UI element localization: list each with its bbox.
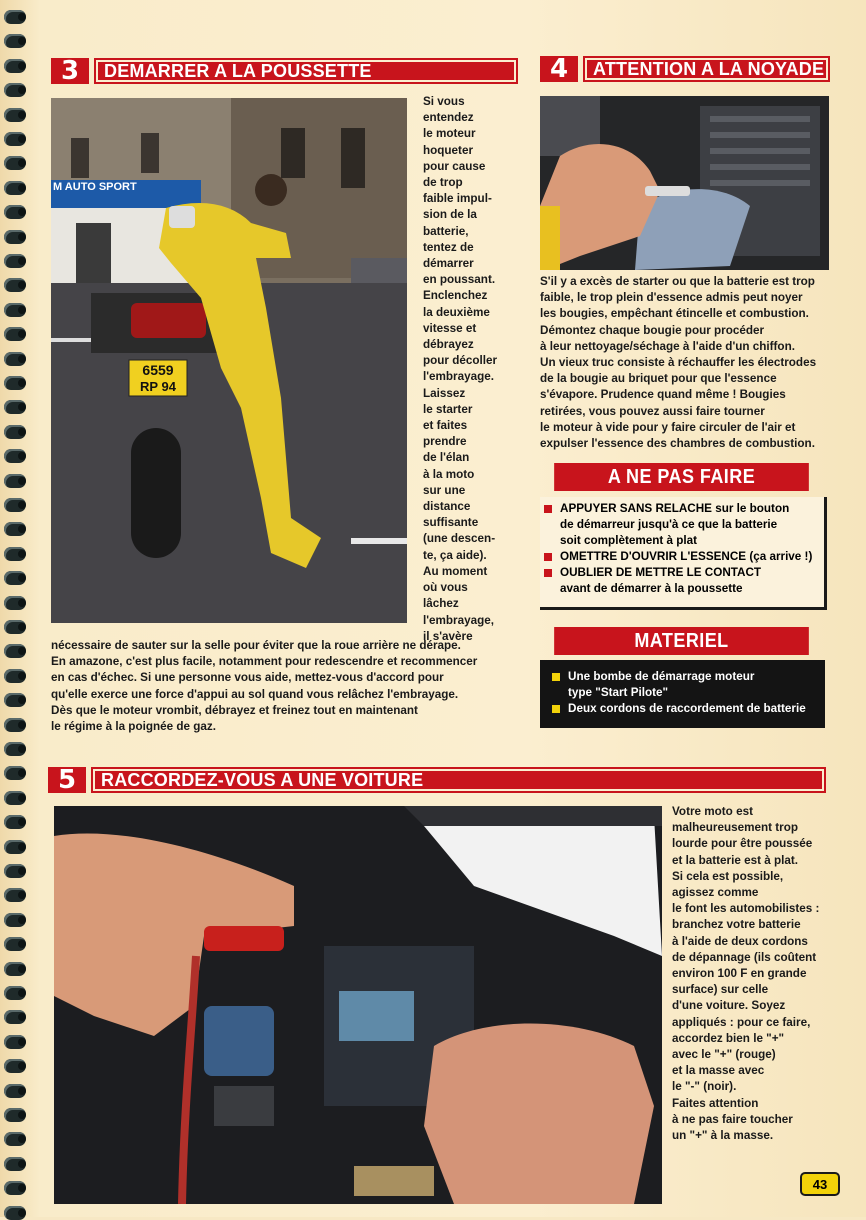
text-line: et la masse avec [672, 1064, 765, 1078]
spiral-ring [4, 34, 26, 48]
text-line: Si cela est possible, [672, 869, 784, 883]
text-line: hoqueter [423, 143, 473, 157]
section-5-header [48, 767, 826, 793]
text-line: Au moment [423, 564, 488, 578]
spiral-ring [4, 547, 26, 561]
spiral-ring [4, 522, 26, 536]
text-line: débrayez [423, 338, 474, 352]
list-item [550, 701, 825, 717]
list-item [542, 565, 824, 597]
text-line: l'embrayage. [423, 370, 494, 384]
text-line: lâchez [423, 597, 459, 611]
text-line: à la moto [423, 467, 475, 481]
list-item [550, 669, 825, 701]
text-line: d'une voiture. Soyez [672, 999, 786, 1013]
materiel-box [540, 660, 825, 728]
spiral-ring [4, 1059, 26, 1073]
spiral-ring [4, 230, 26, 244]
spiral-binding [0, 0, 34, 1217]
text-line: les bougies, empêchant étincelle et combustion. [540, 307, 809, 321]
spiral-ring [4, 1035, 26, 1049]
spiral-ring [4, 156, 26, 170]
spiral-ring [4, 303, 26, 317]
section-4-number: 4 [540, 56, 578, 82]
spiral-ring [4, 1206, 26, 1220]
spiral-ring [4, 108, 26, 122]
list-item-line: de démarreur jusqu'à ce que la batterie [560, 518, 778, 531]
spiral-ring [4, 1132, 26, 1146]
spiral-ring [4, 474, 26, 488]
spiral-ring [4, 620, 26, 634]
section-3-title: DEMARRER A LA POUSSETTE [94, 58, 518, 84]
text-line: à ne pas faire toucher [672, 1112, 793, 1126]
text-line: malheureusement trop [672, 821, 798, 835]
text-line: accordez bien le "+" [672, 1031, 785, 1045]
list-item-line: type "Start Pilote" [568, 686, 669, 699]
spiral-ring [4, 254, 26, 268]
spiral-ring [4, 986, 26, 1000]
text-line: distance [423, 500, 471, 514]
text-line: Dès que le moteur vrombit, débrayez et freinez tout en maintenant [51, 703, 418, 717]
text-line: de l'élan [423, 451, 470, 465]
text-line: Si vous [423, 95, 465, 108]
plate-line-2: RP 94 [140, 379, 176, 394]
text-line: le font les automobilistes : [672, 902, 820, 916]
text-line: batterie, [423, 224, 469, 238]
text-line: il s'avère [423, 629, 473, 643]
ne-pas-faire-list [540, 497, 824, 597]
text-line: te, ça aide). [423, 548, 487, 562]
list-item [542, 549, 824, 565]
spiral-ring [4, 498, 26, 512]
spiral-ring [4, 815, 26, 829]
text-line: Démontez chaque bougie pour procéder [540, 323, 765, 337]
text-line: prendre [423, 435, 467, 449]
text-line: Un vieux truc consiste à réchauffer les électrodes [540, 356, 817, 370]
spiral-ring [4, 10, 26, 24]
spiral-ring [4, 791, 26, 805]
text-line: qu'elle exerce une force d'appui au sol quand vous relâchez l'embrayage. [51, 687, 459, 701]
text-line: sur une [423, 483, 466, 497]
spiral-ring [4, 937, 26, 951]
text-line: où vous [423, 581, 468, 595]
materiel-list [540, 660, 825, 717]
list-item-line: soit complètement à plat [560, 534, 698, 547]
spiral-ring [4, 352, 26, 366]
text-line: pour cause [423, 159, 486, 173]
ne-pas-faire-box [540, 497, 827, 610]
spiral-ring [4, 669, 26, 683]
section-4-text [540, 274, 840, 452]
text-line: en poussant. [423, 273, 496, 287]
text-line: l'embrayage, [423, 613, 494, 627]
spiral-ring [4, 83, 26, 97]
list-item-line: avant de démarrer à la poussette [560, 582, 743, 595]
section-4-header [540, 56, 830, 82]
spiral-ring [4, 742, 26, 756]
text-line: Enclenchez [423, 289, 488, 303]
text-line: surface) sur celle [672, 983, 769, 997]
list-item-line: Deux cordons de raccordement de batterie [568, 702, 806, 715]
text-line: expulser l'essence des chambres de combustion. [540, 437, 815, 451]
section-3-number: 3 [51, 58, 89, 84]
text-line: en cas d'échec. Si une personne vous aide, mettez-vous d'accord pour [51, 671, 444, 685]
text-line: le régime à la poignée de gaz. [51, 720, 216, 734]
text-line: suffisante [423, 516, 479, 530]
spiral-ring [4, 644, 26, 658]
text-line: Votre moto est [672, 805, 753, 818]
photo-battery-cables [54, 806, 662, 1204]
spiral-ring [4, 1181, 26, 1195]
ne-pas-faire-title: A NE PAS FAIRE [554, 463, 809, 491]
spiral-ring [4, 205, 26, 219]
text-line: En amazone, c'est plus facile, notamment pour redescendre et recommencer [51, 655, 478, 669]
spiral-ring [4, 718, 26, 732]
text-line: de la bougie au briquet pour que l'essence [540, 372, 777, 386]
spiral-ring [4, 59, 26, 73]
text-line: vitesse et [423, 321, 477, 335]
text-line: le starter [423, 402, 473, 416]
text-line: faible, le trop plein d'essence admis peut noyer [540, 291, 803, 305]
text-line: agissez comme [672, 886, 759, 900]
text-line: le moteur à vide pour y faire circuler de l'air et [540, 420, 796, 434]
plate-line-1: 6559 [142, 362, 174, 378]
list-item-line: Une bombe de démarrage moteur [568, 670, 755, 683]
section-3-bottom-text [51, 638, 521, 735]
page-number: 43 [800, 1172, 840, 1196]
text-line: à leur nettoyage/séchage à l'aide d'un chiffon. [540, 339, 795, 353]
text-line: (une descen- [423, 532, 496, 546]
section-4-title: ATTENTION A LA NOYADE [583, 56, 830, 82]
spiral-ring [4, 449, 26, 463]
text-line: s'évapore. Prudence quand même ! Bougies [540, 388, 786, 402]
text-line: et faites [423, 419, 468, 433]
spiral-ring [4, 1010, 26, 1024]
spiral-ring [4, 1157, 26, 1171]
spiral-ring [4, 132, 26, 146]
text-line: lourde pour être poussée [672, 837, 813, 851]
list-item-line: OUBLIER DE METTRE LE CONTACT [560, 566, 762, 579]
spiral-ring [4, 278, 26, 292]
text-line: la deuxième [423, 305, 490, 319]
text-line: à l'aide de deux cordons [672, 934, 808, 948]
spiral-ring [4, 840, 26, 854]
spiral-ring [4, 766, 26, 780]
text-line: le "-" (noir). [672, 1080, 737, 1094]
text-line: branchez votre batterie [672, 918, 801, 932]
photo-push-start [51, 98, 407, 623]
text-line: sion de la [423, 208, 477, 222]
shop-sign-text: M AUTO SPORT [53, 181, 137, 193]
photo-spark-plug [540, 96, 829, 270]
text-line: avec le "+" (rouge) [672, 1048, 776, 1062]
spiral-ring [4, 693, 26, 707]
text-line: Faites attention [672, 1096, 759, 1110]
text-line: retirées, vous pouvez aussi faire tourner [540, 404, 765, 418]
list-item-line: APPUYER SANS RELACHE sur le bouton [560, 502, 790, 515]
text-line: pour décoller [423, 354, 498, 368]
spiral-ring [4, 1084, 26, 1098]
spiral-ring [4, 571, 26, 585]
list-item-line: OMETTRE D'OUVRIR L'ESSENCE (ça arrive !) [560, 550, 813, 563]
section-5-number: 5 [48, 767, 86, 793]
text-line: et la batterie est à plat. [672, 853, 799, 867]
spiral-ring [4, 181, 26, 195]
materiel-title: MATERIEL [554, 627, 809, 655]
spiral-ring [4, 913, 26, 927]
text-line: le moteur [423, 127, 476, 141]
section-5-text [672, 804, 842, 1144]
text-line: nécessaire de sauter sur la selle pour éviter que la roue arrière ne dérape. [51, 639, 461, 652]
text-line: entendez [423, 111, 474, 125]
text-line: tentez de [423, 240, 474, 254]
text-line: S'il y a excès de starter ou que la batterie est trop [540, 275, 815, 288]
text-line: appliqués : pour ce faire, [672, 1015, 811, 1029]
spiral-ring [4, 400, 26, 414]
spiral-ring [4, 962, 26, 976]
text-line: de dépannage (ils coûtent [672, 950, 817, 964]
spiral-ring [4, 864, 26, 878]
section-3-header [51, 58, 518, 84]
text-line: démarrer [423, 257, 474, 271]
text-line: un "+" à la masse. [672, 1129, 774, 1143]
spiral-ring [4, 1108, 26, 1122]
text-line: faible impul- [423, 192, 492, 206]
list-item [542, 501, 824, 549]
text-line: Laissez [423, 386, 466, 400]
spiral-ring [4, 327, 26, 341]
section-5-title: RACCORDEZ-VOUS A UNE VOITURE [91, 767, 826, 793]
section-3-side-text [423, 94, 513, 645]
spiral-ring [4, 425, 26, 439]
spiral-ring [4, 376, 26, 390]
text-line: environ 100 F en grande [672, 967, 807, 981]
spiral-ring [4, 596, 26, 610]
spiral-ring [4, 888, 26, 902]
text-line: de trop [423, 176, 463, 190]
